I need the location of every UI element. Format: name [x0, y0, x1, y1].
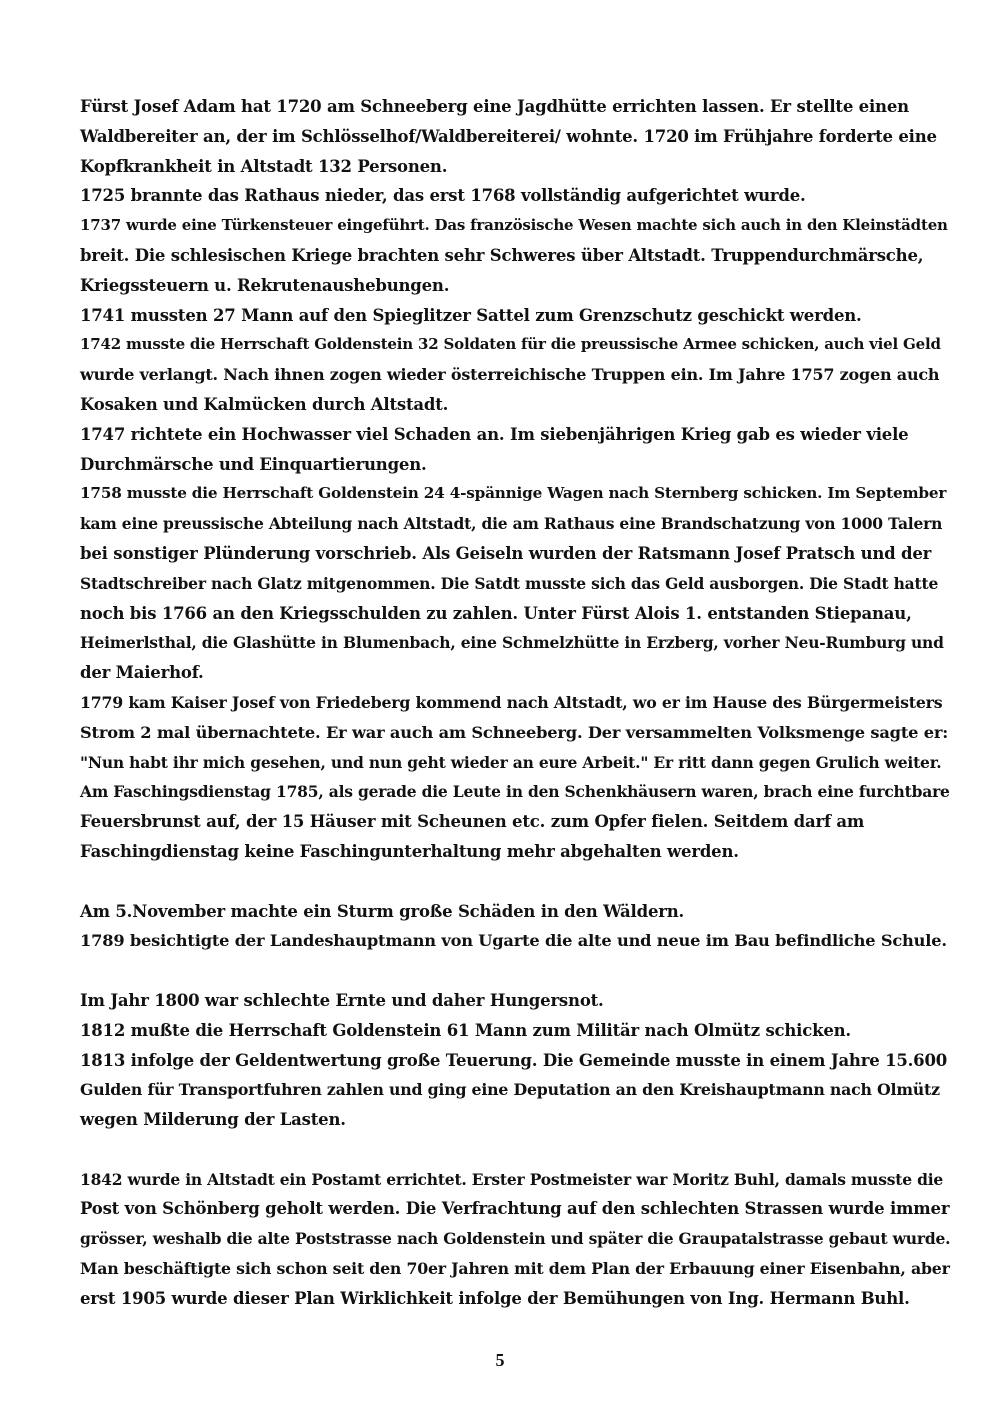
text-line: 1725 brannte das Rathaus nieder, das erst 1768 vollständig aufgerichtet wurde.: [80, 186, 806, 206]
paragraph-gap: [80, 1135, 950, 1165]
text-line: Waldbereiter an, der im Schlösselhof/Waldbereiterei/ wohnte. 1720 im Frühjahre forderte eine: [80, 126, 937, 146]
text-line: 1789 besichtigte der Landeshauptmann von Ugarte die alte und neue im Bau befindliche Schule.: [80, 931, 947, 951]
text-line: 1742 musste die Herrschaft Goldenstein 32 Soldaten für die preussische Armee schicken, auch viel Geld: [80, 335, 941, 354]
text-line: wegen Milderung der Lasten.: [80, 1110, 346, 1130]
paragraph-gap: [80, 867, 950, 897]
text-line: "Nun habt ihr mich gesehen, und nun geht wieder an eure Arbeit." Er ritt dann gegen Grulich weiter.: [80, 752, 942, 772]
text-line: kam eine preussische Abteilung nach Altstadt, die am Rathaus eine Brandschatzung von 1000 Talern: [80, 514, 943, 534]
text-line: Man beschäftigte sich schon seit den 70er Jahren mit dem Plan der Erbauung einer Eisenbahn, aber: [80, 1259, 950, 1279]
text-line: 1737 wurde eine Türkensteuer eingeführt. Das französische Wesen machte sich auch in den Kleinstädten: [80, 216, 948, 235]
text-line: Fürst Josef Adam hat 1720 am Schneeberg eine Jagdhütte errichten lassen. Er stellte einen: [80, 97, 909, 116]
text-line: Post von Schönberg geholt werden. Die Verfrachtung auf den schlechten Strassen wurde immer: [80, 1199, 950, 1219]
text-line: Heimerlsthal, die Glashütte in Blumenbach, eine Schmelzhütte in Erzberg, vorher Neu-Rumburg und: [80, 633, 944, 653]
text-line: Gulden für Transportfuhren zahlen und ging eine Deputation an den Kreishauptmann nach Olmütz: [80, 1080, 940, 1100]
page-number: 5: [495, 1350, 505, 1370]
text-line: Kriegssteuern u. Rekrutenaushebungen.: [80, 275, 450, 295]
text-line: grösser, weshalb die alte Poststrasse nach Goldenstein und später die Graupatalstrasse gebaut wurde.: [80, 1229, 951, 1249]
text-line: Stadtschreiber nach Glatz mitgenommen. Die Satdt musste sich das Geld ausborgen. Die Stadt hatte: [80, 573, 939, 593]
text-line: Kopfkrankheit in Altstadt 132 Personen.: [80, 156, 448, 176]
text-line: wurde verlangt. Nach ihnen zogen wieder österreichische Truppen ein. Im Jahre 1757 zogen auch: [80, 365, 940, 385]
text-line: 1842 wurde in Altstadt ein Postamt errichtet. Erster Postmeister war Moritz Buhl, damals musste die: [80, 1169, 944, 1189]
text-line: der Maierhof.: [80, 663, 204, 683]
body-text: [80, 92, 950, 1314]
text-line: Durchmärsche und Einquartierungen.: [80, 454, 427, 474]
text-line: erst 1905 wurde dieser Plan Wirklichkeit infolge der Bemühungen von Ing. Hermann Buhl.: [80, 1288, 910, 1308]
text-line: breit. Die schlesischen Kriege brachten sehr Schweres über Altstadt. Truppendurchmärsche,: [80, 245, 924, 265]
text-line: Am 5.November machte ein Sturm große Schäden in den Wäldern.: [80, 901, 685, 921]
text-line: bei sonstiger Plünderung vorschrieb. Als Geiseln wurden der Ratsmann Josef Pratsch und der: [80, 543, 932, 563]
text-line: 1741 mussten 27 Mann auf den Spieglitzer Sattel zum Grenzschutz geschickt werden.: [80, 305, 862, 325]
text-line: noch bis 1766 an den Kriegsschulden zu zahlen. Unter Fürst Alois 1. entstanden Stiepanau,: [80, 603, 912, 623]
text-line: 1813 infolge der Geldentwertung große Teuerung. Die Gemeinde musste in einem Jahre 15.600: [80, 1050, 948, 1070]
text-line: Im Jahr 1800 war schlechte Ernte und daher Hungersnot.: [80, 990, 604, 1010]
text-line: Strom 2 mal übernachtete. Er war auch am Schneeberg. Der versammelten Volksmenge sagte er:: [80, 722, 949, 742]
text-line: Faschingdienstag keine Faschingunterhaltung mehr abgehalten werden.: [80, 841, 739, 861]
text-line: Am Faschingsdienstag 1785, als gerade die Leute in den Schenkhäusern waren, brach eine furchtbare: [80, 782, 950, 802]
paragraph-gap: [80, 956, 950, 986]
text-line: 1779 kam Kaiser Josef von Friedeberg kommend nach Altstadt, wo er im Hause des Bürgermeisters: [80, 692, 943, 712]
text-line: 1758 musste die Herrschaft Goldenstein 24 4-spännige Wagen nach Sternberg schicken. Im September: [80, 484, 947, 503]
text-line: 1747 richtete ein Hochwasser viel Schaden an. Im siebenjährigen Krieg gab es wieder viele: [80, 424, 909, 444]
text-line: 1812 mußte die Herrschaft Goldenstein 61 Mann zum Militär nach Olmütz schicken.: [80, 1020, 851, 1040]
text-line: Feuersbrunst auf, der 15 Häuser mit Scheunen etc. zum Opfer fielen. Seitdem darf am: [80, 812, 865, 832]
text-line: Kosaken und Kalmücken durch Altstadt.: [80, 394, 449, 414]
